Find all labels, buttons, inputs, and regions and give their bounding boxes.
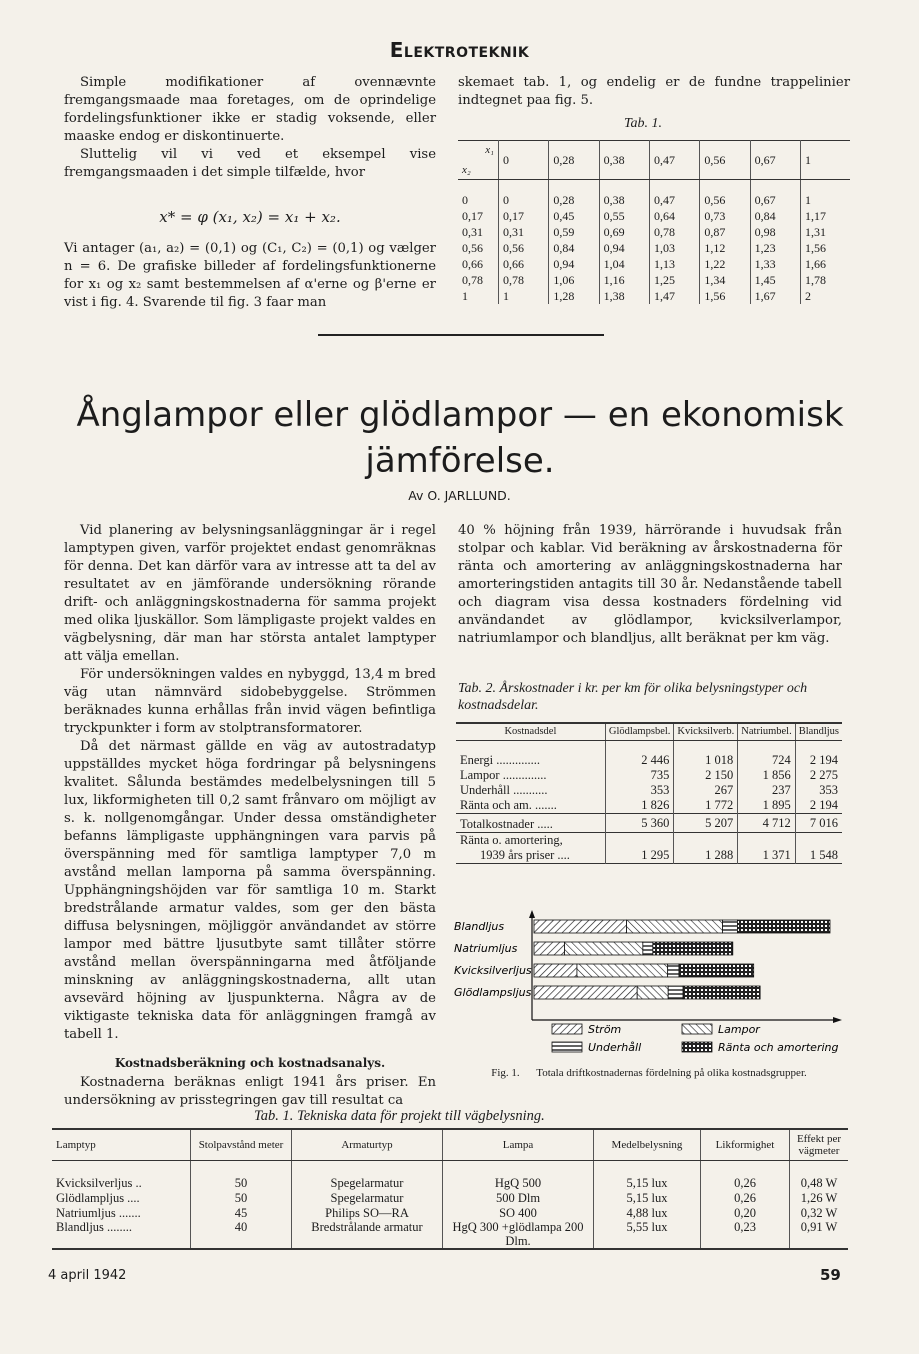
table-row [458,208,850,224]
table-cell: 237 [738,783,795,798]
category-label: Natriumljus [454,942,518,955]
table-cell: 0,87 [700,224,750,240]
table-row [458,180,850,209]
divider [318,334,604,336]
table-cell: 1,56 [800,240,850,256]
legend-swatch [552,1042,582,1052]
bar-segment-lampor [565,942,643,955]
row-header: 0,56 [462,240,483,255]
table-cell: 50 [191,1190,292,1205]
total-label: Totalkostnader ..... [460,817,553,831]
extra-cell: 1 288 [674,833,738,864]
table-cell: 5,15 lux [594,1161,701,1191]
row-label: Blandljus ........ [56,1220,133,1234]
row-label: Glödlampljus .... [56,1190,140,1205]
table-cell: 1,25 [649,272,699,288]
table-cell: 1 018 [674,741,738,769]
row-label: Lampor .............. [460,768,547,782]
table-cell: 0,47 [649,180,699,209]
page-number: 59 [820,1266,841,1284]
table-cell: 0,69 [599,224,649,240]
table-row [458,256,850,272]
bar-segment-ström [534,920,627,933]
table-cell: 735 [605,768,674,783]
table-cell: 724 [738,741,795,769]
table-cell: 1,47 [649,288,699,304]
table-cell: 1,22 [700,256,750,272]
table-cell: 1 856 [738,768,795,783]
table-cell: 1,33 [750,256,800,272]
table-cell: 1,34 [700,272,750,288]
table-cell: 1,38 [599,288,649,304]
table-row [456,783,842,798]
col-header: Armaturtyp [292,1129,443,1161]
extra-cell: 1 548 [795,833,842,864]
table-cell: 0,45 [549,208,599,224]
col-header: Natriumbel. [738,723,795,741]
top-left-column [64,74,436,312]
table-row [52,1220,848,1249]
top-right-column [458,74,850,110]
col-header: Blandljus [795,723,842,741]
table-cell: SO 400 [443,1205,594,1220]
tab1-caption: Tab. 1. Tekniska data för projekt till vägbelysning. [254,1108,545,1124]
legend-swatch [682,1042,712,1052]
table-row [458,272,850,288]
col-header: 0,67 [750,141,800,180]
table-cell: 0,78 [499,272,549,288]
table-cell: 267 [674,783,738,798]
table-cell: 1,67 [750,288,800,304]
row-header: 0,78 [462,272,483,287]
table-cell: 0 [499,180,549,209]
article-title [20,392,900,484]
table-cell: 1,13 [649,256,699,272]
table-cell: 1,17 [800,208,850,224]
bar-segment-ränta-och-amortering [679,964,754,977]
table-cell: 0,66 [499,256,549,272]
table-cell: 0,78 [649,224,699,240]
table-cell: Bredstrålande armatur [292,1220,443,1249]
paragraph: Vi antager (a₁, a₂) = (0,1) og (C₁, C₂) = (0,1) og vælger n = 6. De grafiske billeder af fordelingsfunktionerne for x₁ og x₂ samt bestemmelsen af α'erne og β'erne er vist i fig. 4. Svarende til fig. 3 faar man [64,241,436,310]
table-cell: 1,23 [750,240,800,256]
table-cell: 353 [795,783,842,798]
table-cell: 0,56 [499,240,549,256]
cost-table [456,722,842,864]
table-cell: 4,88 lux [594,1205,701,1220]
bar-segment-ström [534,964,577,977]
paragraph: skemaet tab. 1, og endelig er de fundne trappelinier indtegnet paa fig. 5. [458,75,850,108]
extra-label [456,833,605,864]
table-cell: 1 772 [674,798,738,814]
col-header: 0 [499,141,549,180]
paragraph: Vid planering av belysningsanläggningar är i regel lamptypen given, varför projektet endast genomräknas för denna. Det kan därför vara av intresse att ta del av resultatet av en jämförande undersökning rörande drift- och anläggningskostnaderna för samma projekt med olika ljuskällor. Som lämpligaste projekt valdes en vägbelysning, där man har största antalet lamptyper att välja emellan. [64,523,436,664]
table-cell: 0,32 W [790,1205,849,1220]
table-cell: 0,84 [549,240,599,256]
corner-cell [458,141,499,180]
total-cell: 4 712 [738,814,795,833]
row-label: Ränta och am. ....... [460,798,557,812]
bar-segment-underhåll [643,942,653,955]
table-cell: 0,38 [599,180,649,209]
col-header: 1 [800,141,850,180]
table-cell: 353 [605,783,674,798]
row-header: 1 [462,288,468,303]
legend-swatch [682,1024,712,1034]
row-label: Kvicksilverljus .. [56,1175,142,1190]
table-cell: 0,73 [700,208,750,224]
table-cell: 0,23 [701,1220,790,1249]
table-cell: 0,31 [499,224,549,240]
paragraph: Då det närmast gällde en väg av autostradatyp uppställdes mycket höga fordringar på belysningens kvalitet. Sålunda bestämdes medelbelysningen till 5 lux, likformigheten till 0,2 samt frånvaro om möjligt av s. k. nollgenomgångar. Under dessa omständigheter befanns lämpligaste upphängningen vara parvis på överspänning med för samtliga lamptyper 7,0 m avstånd mellan lamporna på samma överspänning. Upphängningshöjden var för samtliga 10 m. Starkt bredstrålande armatur valdes, som ger den bästa diffusa belysningen, möjliggör användandet av större lampor med bättre ljusutbyte samt tillåter större avstånd mellan överspänningarna med åtföljande minskning av anläggningskostnaderna, allt utan avsevärd höjning av ljuspunkterna. Några av de viktigaste tekniska data för anläggningen framgå av tabell 1. [64,739,436,1042]
legend-label: Ränta och amortering [718,1041,839,1054]
table-cell: 1 826 [605,798,674,814]
paragraph: Sluttelig vil vi ved et eksempel vise fremgangsmaaden i det simple tilfælde, hvor [64,147,436,180]
total-cell: 7 016 [795,814,842,833]
row-header: 0,66 [462,256,483,271]
col-header: 0,56 [700,141,750,180]
table-cell: 40 [191,1220,292,1249]
table-row [456,741,842,769]
paragraph: 40 % höjning från 1939, härrörande i huvudsak från stolpar och kablar. Vid beräkning av årskostnaderna för ränta och amortering av anläggningskostnaderna har amorteringstiden antagits till 30 år. Nedanstående tabell och diagram visa dessa kostnaders fördelning vid användandet av glödlampor, kvicksilverlampor, natriumlampor och blandljus, allt beräknat per km väg. [458,523,842,646]
table-cell: 2 150 [674,768,738,783]
corner-x2: x₂ [462,164,471,176]
table-cell: 0,48 W [790,1161,849,1191]
legend-label: Lampor [718,1023,760,1036]
table-cell: 1,28 [549,288,599,304]
col-header: 0,38 [599,141,649,180]
table-cell: 0,94 [599,240,649,256]
category-label: Blandljus [454,920,505,933]
col-header: Stolpavstånd meter [191,1129,292,1161]
extra-cell: 1 371 [738,833,795,864]
fig-label: Fig. 1. [491,1067,520,1079]
table-cell: 5,15 lux [594,1190,701,1205]
table-row [458,224,850,240]
article-left-column [64,522,436,1110]
tab2-caption: Tab. 2. Årskostnader i kr. per km för olika belysningstyper och kostnadsdelar. [458,681,808,713]
title-line: Ånglampor eller glödlampor — en ekonomisk [76,395,844,435]
col-header: Glödlampsbel. [605,723,674,741]
col-header: Likformighet [701,1129,790,1161]
table-cell: 0,91 W [790,1220,849,1249]
bar-segment-underhåll [668,986,683,999]
fig-caption [456,1066,842,1080]
table-cell: 500 Dlm [443,1190,594,1205]
tech-data-table [52,1128,848,1250]
table-cell: 2 [800,288,850,304]
distribution-table [458,140,850,304]
table-cell: 0,28 [549,180,599,209]
table-cell: 2 194 [795,741,842,769]
table-cell: 0,26 [701,1190,790,1205]
table-cell: 1,66 [800,256,850,272]
extra-label-line: Ränta o. amortering, [460,833,563,847]
legend-swatch [552,1024,582,1034]
table-cell: 2 446 [605,741,674,769]
table-row [456,768,842,783]
table-cell: 0,64 [649,208,699,224]
table-cell: Spegelarmatur [292,1161,443,1191]
table-cell: 1,31 [800,224,850,240]
table-row [52,1205,848,1220]
table-cell: 0,56 [700,180,750,209]
table-cell: Spegelarmatur [292,1190,443,1205]
row-header: 0 [462,192,468,207]
table-cell: 0,26 [701,1161,790,1191]
article-right-column [458,522,842,648]
title-line: jämförelse. [365,441,555,481]
bar-segment-ström [534,942,565,955]
table-cell: 1,12 [700,240,750,256]
footer-date: 4 april 1942 [48,1268,127,1283]
table-cell: 1,06 [549,272,599,288]
formula: x* = φ (x₁, x₂) = x₁ + x₂. [159,208,341,226]
col-header: Effekt per vägmeter [790,1129,849,1161]
row-label: Energi .............. [460,753,540,767]
table-cell: HgQ 300 +glödlampa 200 Dlm. [443,1220,594,1249]
total-cell: 5 360 [605,814,674,833]
bar-segment-underhåll [723,920,738,933]
extra-cell: 1 295 [605,833,674,864]
table-cell: 1,56 [700,288,750,304]
table-cell: 50 [191,1161,292,1191]
bar-segment-lampor [577,964,668,977]
bar-segment-ränta-och-amortering [683,986,760,999]
table-cell: 1,16 [599,272,649,288]
bar-segment-ström [534,986,637,999]
table-cell: 5,55 lux [594,1220,701,1249]
table-cell: 0,94 [549,256,599,272]
table-cell: HgQ 500 [443,1161,594,1191]
bar-segment-ränta-och-amortering [737,920,830,933]
bar-segment-underhåll [668,964,679,977]
table-cell: 2 194 [795,798,842,814]
fig-text: Totala driftkostnadernas fördelning på olika kostnadsgrupper. [536,1067,807,1079]
journal-header: Elektroteknik [389,38,530,62]
row-header: 0,17 [462,208,483,223]
extra-label-line: 1939 års priser .... [480,848,570,862]
col-header: Kostnadsdel [456,723,605,741]
table-cell: 0,84 [750,208,800,224]
cost-chart [452,908,852,1060]
total-cell: 5 207 [674,814,738,833]
corner-x1: x₁ [485,144,494,156]
x-axis-arrow [833,1017,842,1023]
tab-caption: Tab. 1. [624,116,663,131]
table-row [458,240,850,256]
category-label: Glödlampsljus [454,986,532,999]
col-header: Lampa [443,1129,594,1161]
bar-segment-ränta-och-amortering [653,942,733,955]
col-header: 0,28 [549,141,599,180]
legend-label: Ström [588,1023,622,1036]
table-cell: 1,04 [599,256,649,272]
subheading: Kostnadsberäkning och kostnadsanalys. [114,1056,386,1070]
table-cell: Philips SO—RA [292,1205,443,1220]
table-cell: 0,59 [549,224,599,240]
col-header: Medelbelysning [594,1129,701,1161]
table-cell: 0,17 [499,208,549,224]
y-axis-arrow [529,910,535,918]
col-header: 0,47 [649,141,699,180]
table-cell: 1,26 W [790,1190,849,1205]
paragraph: För undersökningen valdes en nybyggd, 13,4 m bred väg utan nämnvärd sidobebyggelse. Strömmen beräknades kunna erhållas från invid vägen befintliga tryckpunkter i form av stolptransformatorer. [64,667,436,736]
table-row [458,288,850,304]
table-cell: 0,98 [750,224,800,240]
row-header: 0,31 [462,224,483,239]
row-label: Natriumljus ....... [56,1205,141,1220]
table-row [52,1161,848,1191]
legend-label: Underhåll [588,1041,642,1054]
bar-segment-lampor [637,986,668,999]
row-label: Underhåll ........... [460,783,548,797]
paragraph: Kostnaderna beräknas enligt 1941 års priser. En undersökning av prisstegringen gav till resultat ca [64,1075,436,1108]
table-cell: 0,20 [701,1205,790,1220]
byline: Av O. JARLLUND. [408,488,511,503]
category-label: Kvicksilverljus [454,964,532,977]
col-header: Lamptyp [52,1129,191,1161]
col-header: Kvicksilverb. [674,723,738,741]
table-row [52,1190,848,1205]
table-cell: 1,45 [750,272,800,288]
table-cell: 1,78 [800,272,850,288]
table-cell: 1 [499,288,549,304]
table-cell: 2 275 [795,768,842,783]
table-row [456,798,842,814]
paragraph: Simple modifikationer af ovennævnte fremgangsmaade maa foretages, om de oprindelige fordelingsfunktioner ikke er stadig voksende, eller maaske endog er diskontinuerte. [64,75,436,144]
table-cell: 1 [800,180,850,209]
table-cell: 1 895 [738,798,795,814]
bar-segment-lampor [627,920,723,933]
table-cell: 1,03 [649,240,699,256]
table-cell: 0,67 [750,180,800,209]
table-cell: 45 [191,1205,292,1220]
table-cell: 0,55 [599,208,649,224]
